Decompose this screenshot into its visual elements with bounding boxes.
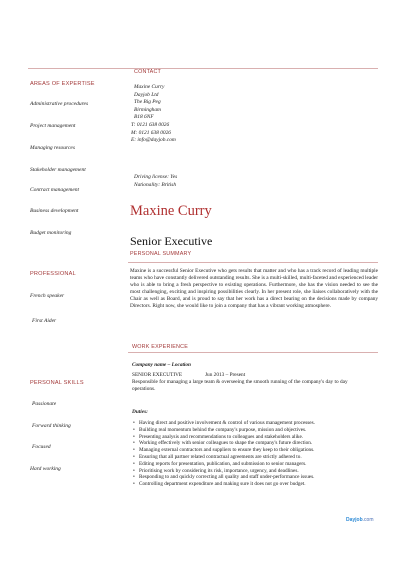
- contact-name: Maxine Curry: [134, 84, 165, 90]
- personal-skill-item: Passionate: [32, 401, 57, 407]
- contact-postcode: B18 6NF: [134, 114, 154, 121]
- top-rule: [28, 68, 378, 69]
- professional-heading: PROFESSIONAL: [30, 271, 76, 277]
- company-name: Company name – Location: [132, 362, 192, 368]
- summary-text: Maxine is a successful Senior Executive who gets results that matter and who has a track record of leading multiple teams who have constantly delivered outstanding results. She is a multi-skilled, multi-faceted and experienced leader who is able to bring a fresh perspective to existing operations. Furthermore, she has the vision needed to see the most challenging, exciting and inspiring possibilities clearly. In her present role, she liaises collaboratively with the Chair as well as Board, and is proud to say that her work has a direct bearing on the decisions made by company Directors. Right now, she would like to join a company that has a vibrant working atmosphere.: [130, 268, 378, 309]
- job-title: Senior Executive: [130, 234, 213, 248]
- area-item: Project management: [30, 123, 76, 129]
- contact-telephone: T: 0121 638 0026: [131, 121, 170, 128]
- area-item: Contract management: [30, 187, 80, 193]
- summary-rule: [128, 262, 378, 263]
- areas-heading: AREAS OF EXPERTISE: [30, 81, 95, 87]
- contact-address: The Big Peg: [134, 99, 161, 106]
- contact-company: Dayjob Ltd: [134, 91, 159, 98]
- contact-extra: [134, 174, 177, 189]
- professional-item: First Aider: [32, 318, 57, 324]
- duty-item: • Responding to and quickly correcting all quality and staff under-performance issues.: [139, 474, 382, 481]
- professional-item: French speaker: [30, 293, 65, 299]
- duty-item: • Working effectively with senior colleagues to shape the company's future direction.: [139, 440, 382, 447]
- duty-item: • Having direct and positive involvement & control of various management processes.: [139, 420, 382, 427]
- personal-skill-item: Hard working: [30, 466, 61, 472]
- experience-rule: [128, 352, 378, 353]
- duty-item: • Ensuring that all partner related contractual agreements are strictly adhered to.: [139, 454, 382, 461]
- duty-item: • Prioritising work by considering its risk, importance, urgency, and deadlines.: [139, 468, 382, 475]
- area-item: Managing resources: [30, 145, 75, 151]
- personal-skill-item: Forward thinking: [32, 423, 71, 429]
- dayjob-logo[interactable]: [346, 517, 374, 523]
- duties-list: [132, 420, 382, 488]
- candidate-name: Maxine Curry: [130, 203, 212, 219]
- work-experience-heading: WORK EXPERIENCE: [132, 344, 189, 350]
- duty-item: • Managing external contractors and suppliers to ensure they keep to their obligations.: [139, 447, 382, 454]
- logo-suffix: .com: [362, 517, 374, 523]
- driving-license: Driving license: Yes: [134, 174, 178, 180]
- personal-skill-item: Focused: [32, 444, 51, 450]
- duty-item: • Controlling department expenditure and making sure it does not go over budget.: [139, 481, 382, 488]
- duty-item: • Editing reports for presentation, publication, and submission to senior managers.: [139, 461, 382, 468]
- job-dates: Jun 2013 – Present: [205, 372, 246, 378]
- area-item: Business development: [30, 208, 79, 214]
- contact-block: [131, 84, 334, 145]
- personal-skills-heading: PERSONAL SKILLS: [30, 380, 84, 386]
- logo-main: Dayjob: [346, 517, 363, 523]
- contact-city: Birmingham: [134, 106, 161, 113]
- duty-item: • Presenting analysis and recommendations to colleagues and stakeholders alike.: [139, 434, 382, 441]
- contact-mobile: M: 0121 638 0026: [131, 129, 171, 136]
- contact-heading: CONTACT: [134, 69, 162, 75]
- duty-item: • Building real momentum behind the company's purpose, mission and objectives.: [139, 427, 382, 434]
- summary-heading: PERSONAL SUMMARY: [130, 251, 192, 257]
- area-item: Stakeholder management: [30, 167, 86, 173]
- duties-heading: Duties:: [132, 409, 148, 415]
- job-role: SENIOR EXECUTIVE: [132, 372, 183, 378]
- area-item: Administrative procedures: [30, 101, 89, 107]
- nationality: Nationality: British: [134, 181, 177, 188]
- area-item: Budget monitoring: [30, 230, 72, 236]
- job-responsibility: Responsible for managing a large team & overseeing the smooth running of the company's day to day operations.: [132, 379, 348, 392]
- contact-email[interactable]: E: info@dayjob.com: [131, 137, 176, 144]
